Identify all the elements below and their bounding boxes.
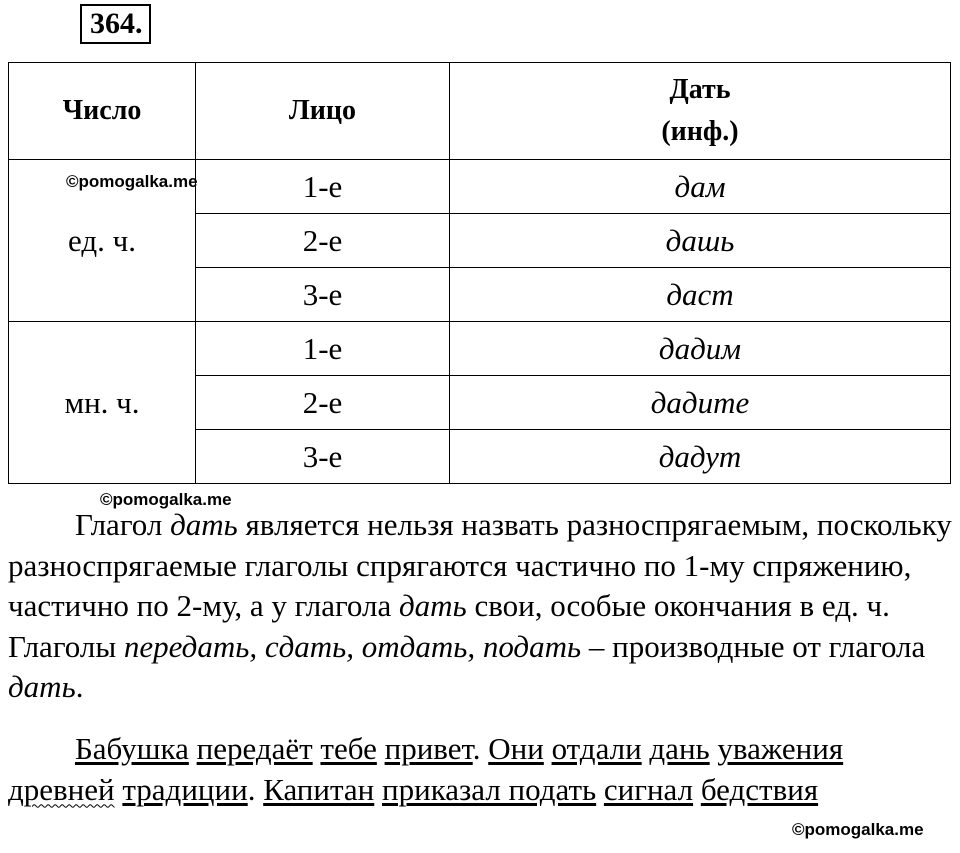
object-word: привет xyxy=(384,731,473,766)
header-verb-line1: Дать xyxy=(669,74,731,105)
attribute-word: древней xyxy=(8,771,115,807)
person-cell: 2-е xyxy=(196,376,450,430)
person-cell: 1-е xyxy=(196,160,450,214)
predicate-word: передаёт xyxy=(196,731,313,766)
subject-word: Они xyxy=(488,731,544,766)
punctuation: . xyxy=(247,771,256,807)
italic-word: дать xyxy=(399,588,467,623)
object-word: дань xyxy=(649,731,710,766)
task-number-box: 364. xyxy=(80,4,151,44)
text-run: свои, особые окончания в ед. ч. Глаголы xyxy=(8,588,890,664)
text-run: – производные от глагола xyxy=(581,628,926,664)
person-cell: 1-е xyxy=(196,322,450,376)
subject-word: Капитан xyxy=(263,771,375,807)
verb-form-cell: дадите xyxy=(450,376,951,430)
object-word: уважения xyxy=(717,731,844,766)
person-cell: 3-е xyxy=(196,268,450,322)
plural-label: мн. ч. xyxy=(9,322,196,484)
watermark: ©pomogalka.me xyxy=(66,172,198,191)
italic-word: передать, сдать, отдать, подать xyxy=(123,628,582,664)
verb-form-cell: даст xyxy=(450,268,951,322)
verb-form-cell: дам xyxy=(450,160,951,214)
text-run: . xyxy=(75,669,84,704)
conjugation-table xyxy=(8,62,951,484)
predicate-word: отдали xyxy=(551,731,642,766)
person-cell: 3-е xyxy=(196,430,450,484)
table-row xyxy=(9,322,951,376)
subject-word: Бабушка xyxy=(75,731,189,766)
object-word: тебе xyxy=(320,731,377,766)
person-cell: 2-е xyxy=(196,214,450,268)
text-run: является нельзя назвать разноспрягаемым, поскольку разноспрягаемые глаголы спрягаются частично по 1-му спряжению, частично по 2-му, а у глагола xyxy=(8,507,952,623)
example-sentences xyxy=(8,729,953,810)
object-word: традиции xyxy=(122,771,248,807)
text-run: Глагол xyxy=(75,507,171,542)
verb-form-cell: дадим xyxy=(450,322,951,376)
header-person: Лицо xyxy=(196,63,450,160)
object-word: бедствия xyxy=(700,771,819,807)
singular-label: ед. ч. xyxy=(9,160,196,322)
watermark: ©pomogalka.me xyxy=(100,490,232,509)
table-header-row xyxy=(9,63,951,160)
italic-word: дать xyxy=(8,669,76,704)
header-number: Число xyxy=(9,63,196,160)
italic-word: дать xyxy=(170,507,238,542)
task-number xyxy=(80,4,151,44)
header-verb-line2: (инф.) xyxy=(661,116,739,147)
object-word: сигнал xyxy=(603,771,694,807)
verb-form-cell: дашь xyxy=(450,214,951,268)
predicate-word: приказал подать xyxy=(382,771,597,807)
punctuation: . xyxy=(472,731,481,766)
watermark: ©pomogalka.me xyxy=(792,820,924,839)
header-verb xyxy=(450,63,951,160)
explanation-paragraph xyxy=(8,505,953,708)
verb-form-cell: дадут xyxy=(450,430,951,484)
